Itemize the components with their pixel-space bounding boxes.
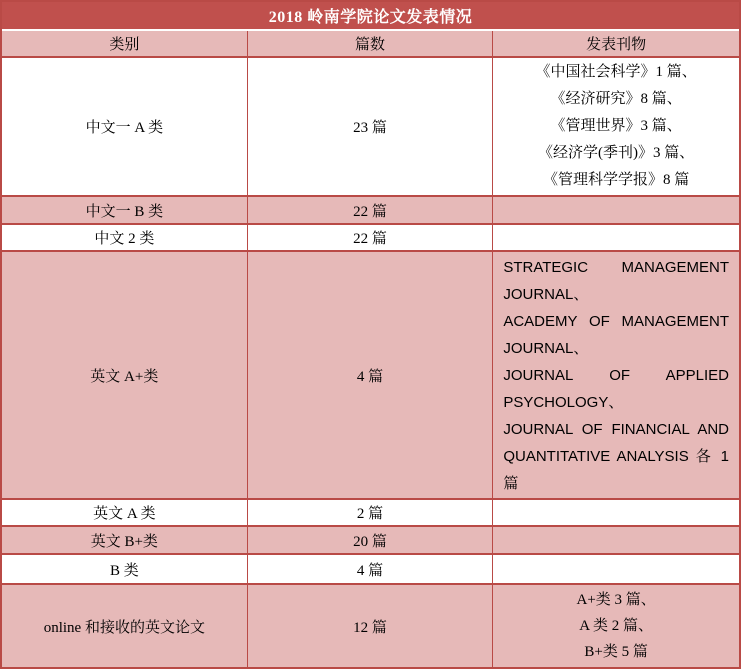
column-header-category: 类别: [2, 31, 248, 56]
count-cell: 22 篇: [248, 225, 494, 250]
table-row-b: [2, 555, 739, 585]
category-cell: 中文一 B 类: [2, 197, 248, 223]
table-row-english-a-plus: [2, 252, 739, 500]
table-row-english-a: [2, 500, 739, 527]
table-row-online-english: [2, 585, 739, 667]
table-row-chinese-1b: [2, 197, 739, 225]
journals-cell: [493, 527, 739, 553]
count-cell: 20 篇: [248, 527, 494, 553]
table-row-english-b-plus: [2, 527, 739, 555]
table-row-chinese-2: [2, 225, 739, 252]
journals-cell: [493, 197, 739, 223]
category-cell: B 类: [2, 555, 248, 583]
category-cell: 英文 B+类: [2, 527, 248, 553]
journals-cell: [493, 555, 739, 583]
column-header-count: 篇数: [248, 31, 494, 56]
count-cell: 23 篇: [248, 58, 494, 195]
journals-cell: [493, 500, 739, 525]
category-cell: 中文一 A 类: [2, 58, 248, 195]
column-header-journals: 发表刊物: [586, 37, 647, 53]
category-cell: 英文 A+类: [2, 252, 248, 498]
table-row-chinese-1a: [2, 58, 739, 197]
count-cell: 12 篇: [248, 585, 494, 667]
journals-cell: STRATEGIC MANAGEMENT JOURNAL、 ACADEMY OF MANAGEMENT JOURNAL、 JOURNAL OF APPLIED PSYCHOLOGY、 JOURNAL OF FINANCIAL AND QUANTITATIVE ANALYSIS 各 1 篇: [503, 259, 729, 492]
table-header-row: [2, 31, 739, 58]
category-cell: 中文 2 类: [2, 225, 248, 250]
count-cell: 4 篇: [248, 252, 494, 498]
journals-cell: 《中国社会科学》1 篇、 《经济研究》8 篇、 《管理世界》3 篇、 《经济学(季刊)》3 篇、 《管理科学学报》8 篇: [535, 64, 697, 188]
category-cell: online 和接收的英文论文: [2, 585, 248, 667]
journals-cell: [493, 225, 739, 250]
count-cell: 4 篇: [248, 555, 494, 583]
table-title: 2018 岭南学院论文发表情况: [2, 2, 739, 31]
count-cell: 2 篇: [248, 500, 494, 525]
category-cell: 英文 A 类: [2, 500, 248, 525]
journals-cell: A+类 3 篇、 A 类 2 篇、 B+类 5 篇: [576, 592, 656, 660]
count-cell: 22 篇: [248, 197, 494, 223]
